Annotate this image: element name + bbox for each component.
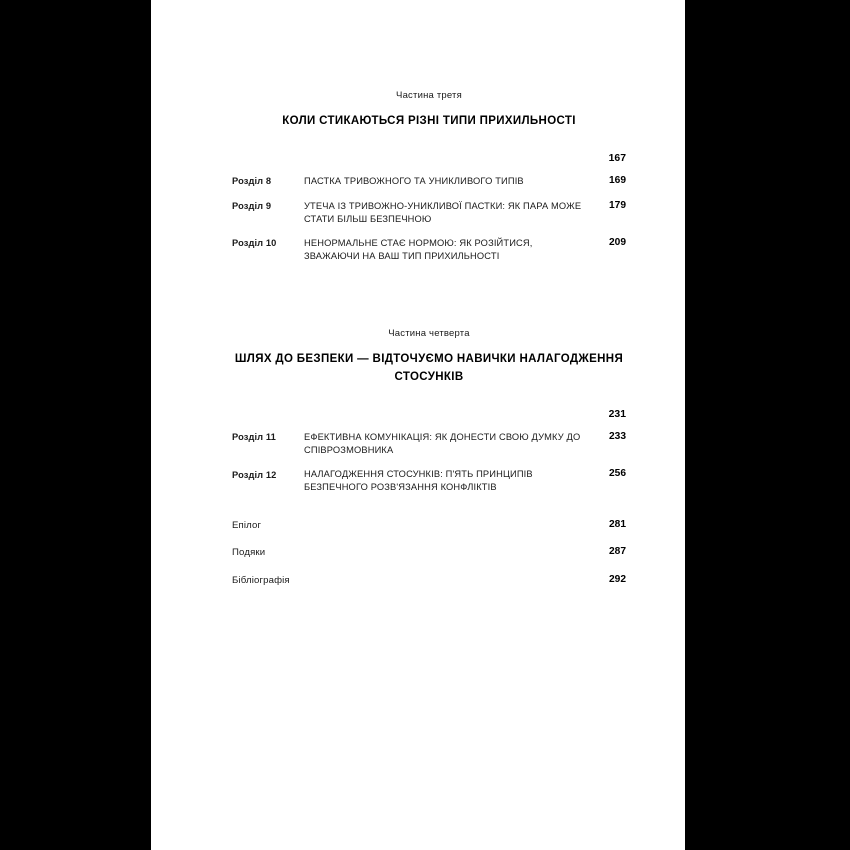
section-title: Епілог	[232, 519, 262, 531]
toc-entry[interactable]	[232, 519, 626, 533]
toc-entry[interactable]	[232, 237, 626, 263]
chapter-page: 209	[609, 236, 626, 248]
toc-entry[interactable]	[232, 200, 626, 226]
chapter-page: 169	[609, 174, 626, 186]
spacer	[232, 274, 626, 328]
chapter-title: ПАСТКА ТРИВОЖНОГО ТА УНИКЛИВОГО ТИПІВ	[304, 175, 524, 186]
spacer	[232, 131, 626, 153]
chapter-title: НЕНОРМАЛЬНЕ СТАЄ НОРМОЮ: ЯК РОЗІЙТИСЯ, ЗВАЖАЮЧИ НА ВАШ ТИП ПРИХИЛЬНОСТІ	[304, 237, 533, 262]
toc-entry[interactable]	[232, 431, 626, 457]
section-title: Бібліографія	[232, 574, 290, 586]
part-title: КОЛИ СТИКАЮТЬСЯ РІЗНІ ТИПИ ПРИХИЛЬНОСТІ	[282, 115, 576, 127]
chapter-title: ЕФЕКТИВНА КОМУНІКАЦІЯ: ЯК ДОНЕСТИ СВОЮ ДУМКУ ДО СПІВРОЗМОВНИКА	[304, 431, 581, 456]
part-three-start-page-row	[232, 153, 626, 164]
book-page	[151, 0, 685, 850]
part-heading-four	[232, 328, 626, 387]
table-of-contents	[232, 0, 626, 850]
part-label: Частина четверта	[388, 328, 470, 340]
part-four-entries	[232, 409, 626, 495]
section-title: Подяки	[232, 547, 266, 559]
top-margin	[232, 0, 626, 90]
part-title: ШЛЯХ ДО БЕЗПЕКИ — ВІДТОЧУЄМО НАВИЧКИ НАЛАГОДЖЕННЯ СТОСУНКІВ	[234, 353, 624, 384]
part-heading-three	[232, 90, 626, 131]
section-page: 287	[609, 546, 626, 558]
chapter-number: Розділ 9	[232, 201, 272, 211]
section-page: 292	[609, 573, 626, 585]
chapter-page: 256	[609, 468, 626, 480]
part-start-page: 167	[608, 152, 626, 164]
chapter-title: НАЛАГОДЖЕННЯ СТОСУНКІВ: П'ЯТЬ ПРИНЦИПІВ БЕЗПЕЧНОГО РОЗВ'ЯЗАННЯ КОНФЛІКТІВ	[304, 469, 533, 493]
toc-entry[interactable]	[232, 546, 626, 560]
part-three-entries	[232, 153, 626, 263]
back-matter-entries	[232, 519, 626, 588]
chapter-page: 233	[609, 430, 626, 442]
chapter-page: 179	[609, 199, 626, 211]
chapter-title: УТЕЧА ІЗ ТРИВОЖНО-УНИКЛИВОЇ ПАСТКИ: ЯК ПАРА МОЖЕ СТАТИ БІЛЬШ БЕЗПЕЧНОЮ	[304, 200, 582, 224]
toc-entry[interactable]	[232, 574, 626, 588]
spacer	[232, 387, 626, 409]
spacer	[232, 506, 626, 519]
chapter-number: Розділ 10	[232, 238, 277, 249]
empty-label	[232, 409, 304, 410]
part-label: Частина третя	[396, 90, 462, 101]
part-start-page: 231	[608, 408, 626, 420]
toc-entry[interactable]	[232, 468, 626, 494]
section-page: 281	[609, 518, 626, 530]
empty-label	[232, 153, 304, 154]
part-four-start-page-row	[232, 409, 626, 420]
chapter-number: Розділ 8	[232, 176, 272, 187]
chapter-number: Розділ 12	[232, 469, 277, 480]
toc-entry[interactable]	[232, 175, 626, 189]
chapter-number: Розділ 11	[232, 432, 276, 443]
